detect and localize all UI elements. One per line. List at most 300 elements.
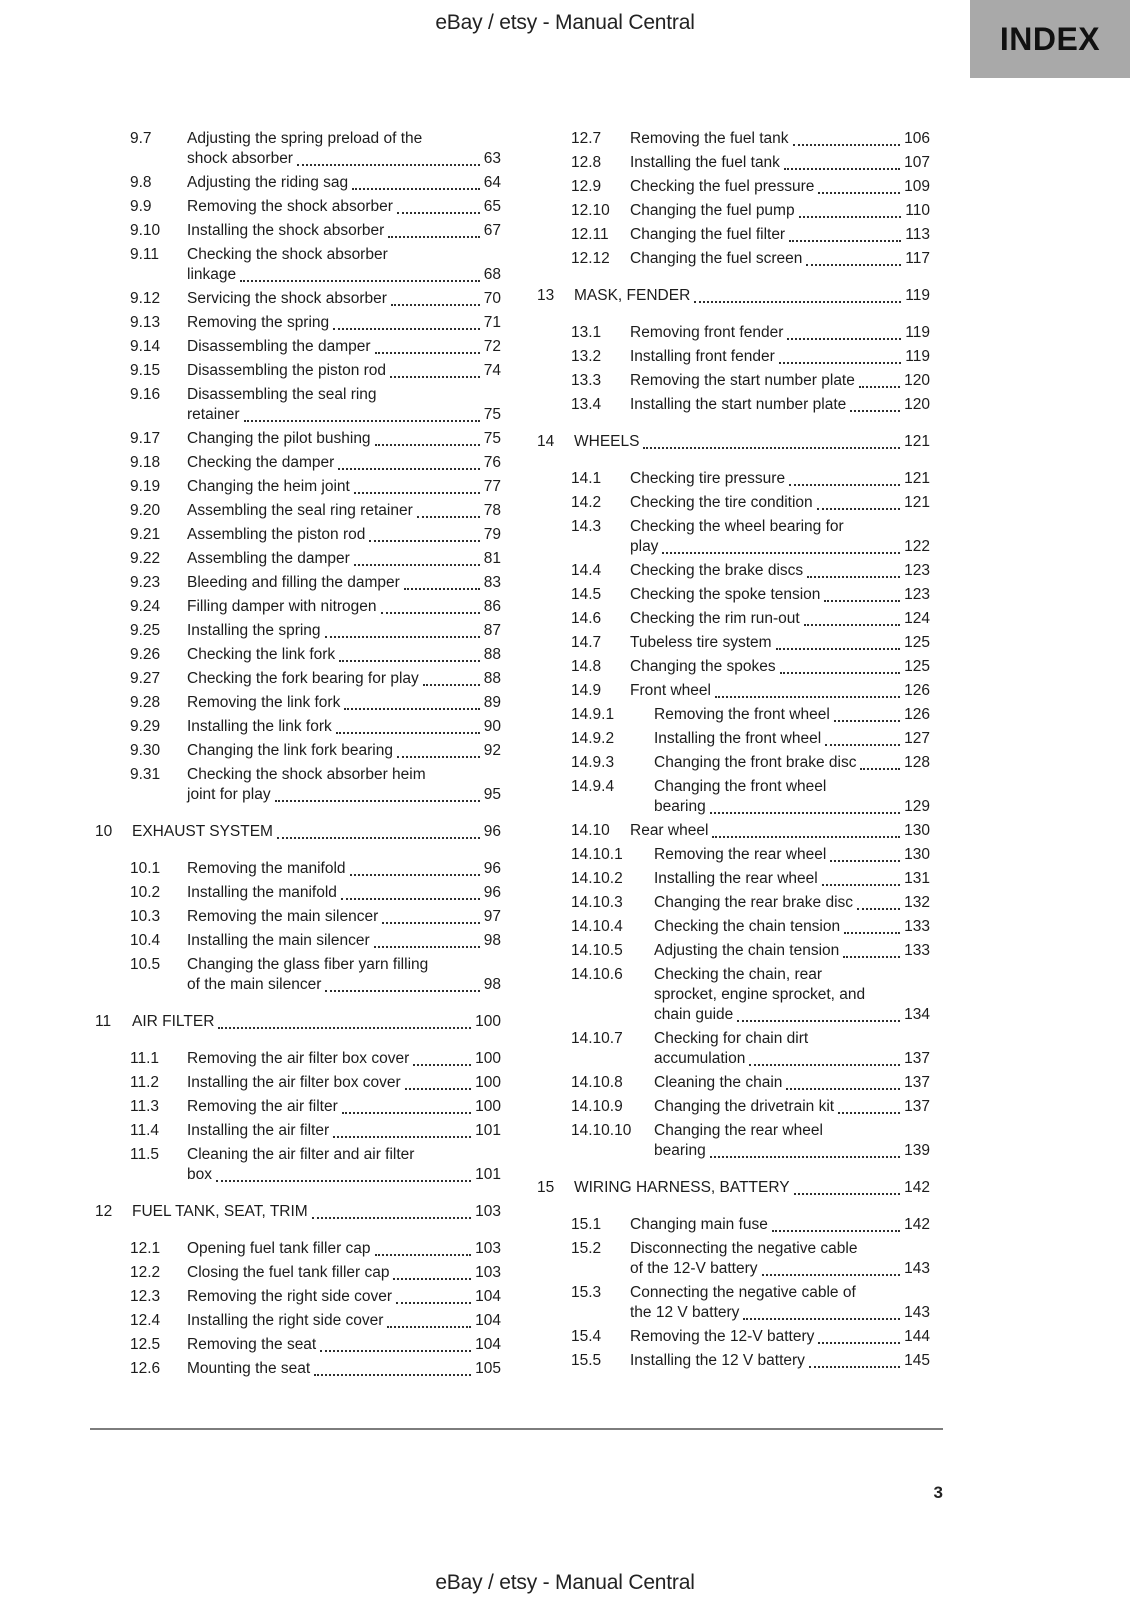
toc-entry-body xyxy=(630,821,930,841)
toc-entry-body xyxy=(132,822,501,842)
toc-entry-last-line xyxy=(630,371,930,391)
toc-entry-page-number: 126 xyxy=(904,706,930,723)
toc-entry-body xyxy=(187,477,501,497)
toc-entry xyxy=(95,337,501,357)
toc-entry-page-number: 77 xyxy=(483,478,501,495)
toc-entry-page-number: 127 xyxy=(904,730,930,747)
toc-entry xyxy=(95,693,501,713)
toc-entry-number: 14.7 xyxy=(571,634,602,651)
toc-entry-body xyxy=(654,1121,930,1161)
toc-entry-last-line xyxy=(187,1097,501,1117)
dot-leader xyxy=(333,328,480,330)
toc-entry-number: 14.10.3 xyxy=(571,894,623,911)
toc-entry xyxy=(537,1097,930,1117)
dot-leader xyxy=(240,280,480,282)
toc-entry-number: 9.23 xyxy=(130,574,161,591)
toc-entry-number: 12.4 xyxy=(130,1312,161,1329)
toc-entry xyxy=(537,249,930,269)
toc-entry-title-line: Removing the shock absorber xyxy=(187,198,393,215)
toc-entry-page-number: 74 xyxy=(483,362,501,379)
toc-entry-page-number: 122 xyxy=(904,538,930,555)
toc-entry-last-line xyxy=(187,1239,501,1259)
toc-entry-last-line xyxy=(574,286,930,306)
toc-entry-body xyxy=(187,907,501,927)
toc-entry-number: 12.9 xyxy=(571,178,602,195)
dot-leader xyxy=(333,1136,471,1138)
toc-entry-last-line xyxy=(187,1335,501,1355)
toc-entry-body xyxy=(630,249,930,269)
toc-entry-body xyxy=(187,1263,501,1283)
toc-entry-number: 11.1 xyxy=(130,1050,160,1067)
toc-entry-number: 12.11 xyxy=(571,226,609,243)
toc-entry-last-line xyxy=(187,1165,501,1185)
toc-entry-body xyxy=(187,717,501,737)
toc-entry-body xyxy=(630,657,930,677)
toc-entry-body xyxy=(187,313,501,333)
toc-entry-last-line xyxy=(187,883,501,903)
toc-entry-last-line xyxy=(654,845,930,865)
dot-leader xyxy=(817,508,900,510)
toc-entry-body xyxy=(630,1215,930,1235)
toc-entry-last-line xyxy=(187,859,501,879)
toc-entry-title-line: Checking the damper xyxy=(187,454,335,471)
dot-leader xyxy=(381,612,480,614)
toc-entry-title-line: Opening fuel tank filler cap xyxy=(187,1240,371,1257)
toc-entry-body xyxy=(630,153,930,173)
toc-entry-body xyxy=(132,1012,501,1032)
toc-entry-number: 14 xyxy=(537,433,555,450)
toc-entry-last-line xyxy=(574,432,930,452)
toc-entry-number: 12.10 xyxy=(571,202,610,219)
dot-leader xyxy=(779,362,902,364)
toc-entry-last-line xyxy=(187,1073,501,1093)
toc-entry-number: 9.25 xyxy=(130,622,161,639)
toc-entry-title-line: box xyxy=(187,1166,212,1183)
toc-entry-body xyxy=(187,1145,501,1185)
dot-leader xyxy=(336,732,480,734)
toc-entry-page-number: 100 xyxy=(475,1013,501,1030)
toc-entry-number: 13.3 xyxy=(571,372,602,389)
toc-entry-title-line: retainer xyxy=(187,406,240,423)
toc-entry xyxy=(95,525,501,545)
toc-section-entry xyxy=(95,1012,501,1032)
toc-entry-page-number: 120 xyxy=(904,396,930,413)
toc-entry-number: 11.3 xyxy=(130,1098,160,1115)
toc-entry-body xyxy=(630,177,930,197)
dot-leader xyxy=(369,540,479,542)
toc-entry-body xyxy=(654,893,930,913)
toc-entry-number: 15.5 xyxy=(571,1352,602,1369)
toc-entry-page-number: 145 xyxy=(904,1352,930,1369)
toc-entry xyxy=(537,1121,930,1161)
dot-leader xyxy=(762,1274,901,1276)
toc-entry-title-line: Changing the fuel screen xyxy=(630,250,803,267)
toc-entry-last-line xyxy=(187,405,501,425)
toc-entry-page-number: 126 xyxy=(904,682,930,699)
toc-entry-last-line xyxy=(630,821,930,841)
toc-entry-body xyxy=(132,1202,501,1222)
toc-entry-last-line xyxy=(630,1351,930,1371)
toc-entry-last-line xyxy=(187,1359,501,1379)
toc-entry-last-line xyxy=(630,657,930,677)
toc-entry-body xyxy=(187,1097,501,1117)
toc-entry-title-line: Servicing the shock absorber xyxy=(187,290,387,307)
toc-entry-body xyxy=(574,432,930,452)
toc-entry-title-line: Installing the fuel tank xyxy=(630,154,780,171)
toc-entry xyxy=(95,669,501,689)
toc-entry-number: 10.3 xyxy=(130,908,161,925)
toc-entry-title-line: of the 12-V battery xyxy=(630,1260,758,1277)
toc-entry-number: 15.1 xyxy=(571,1216,602,1233)
toc-entry xyxy=(95,361,501,381)
toc-entry-page-number: 104 xyxy=(475,1288,501,1305)
toc-entry-page-number: 101 xyxy=(475,1122,501,1139)
toc-entry xyxy=(95,313,501,333)
toc-entry-body xyxy=(654,753,930,773)
toc-entry-number: 9.31 xyxy=(130,766,161,783)
toc-entry-title-line: Removing the air filter xyxy=(187,1098,338,1115)
toc-entry-number: 14.9.4 xyxy=(571,778,615,795)
toc-entry-last-line xyxy=(187,221,501,241)
toc-entry-title-line: Assembling the seal ring retainer xyxy=(187,502,413,519)
toc-entry-last-line xyxy=(187,1311,501,1331)
toc-entry-number: 9.9 xyxy=(130,198,152,215)
dot-leader xyxy=(352,188,480,190)
toc-entry-title-line: Closing the fuel tank filler cap xyxy=(187,1264,390,1281)
toc-entry xyxy=(537,129,930,149)
toc-entry-body xyxy=(630,201,930,221)
toc-entry xyxy=(95,859,501,879)
toc-entry-last-line xyxy=(630,493,930,513)
toc-entry-body xyxy=(187,859,501,879)
dot-leader xyxy=(325,636,480,638)
dot-leader xyxy=(297,164,480,166)
toc-entry-body xyxy=(654,1073,930,1093)
toc-entry-title-line: linkage xyxy=(187,266,237,283)
toc-entry-last-line xyxy=(654,869,930,889)
dot-leader xyxy=(339,660,480,662)
toc-entry-last-line xyxy=(187,313,501,333)
toc-entry-last-line xyxy=(654,1005,930,1025)
dot-leader xyxy=(822,884,900,886)
toc-entry xyxy=(537,821,930,841)
toc-entry-title-line: Cleaning the chain xyxy=(654,1074,783,1091)
dot-leader xyxy=(375,352,480,354)
toc-entry-title-line: Checking the shock absorber heim xyxy=(187,766,426,783)
toc-entry-number: 14.8 xyxy=(571,658,602,675)
toc-entry xyxy=(95,1097,501,1117)
toc-entry-body xyxy=(630,225,930,245)
toc-entry-number: 14.10.8 xyxy=(571,1074,623,1091)
toc-entry-last-line xyxy=(187,501,501,521)
dot-leader xyxy=(850,410,900,412)
toc-entry-last-line xyxy=(187,693,501,713)
toc-entry-title-line: of the main silencer xyxy=(187,976,322,993)
toc-entry-page-number: 120 xyxy=(904,372,930,389)
toc-entry-page-number: 137 xyxy=(904,1098,930,1115)
toc-entry-page-number: 103 xyxy=(475,1203,501,1220)
toc-entry-page-number: 76 xyxy=(483,454,501,471)
index-tab-label: INDEX xyxy=(999,20,1101,57)
toc-entry-last-line xyxy=(654,1073,930,1093)
toc-entry-body xyxy=(654,729,930,749)
toc-entry-body xyxy=(630,609,930,629)
dot-leader xyxy=(825,744,900,746)
toc-entry-page-number: 90 xyxy=(483,718,501,735)
toc-entry-body xyxy=(187,337,501,357)
toc-entry-body xyxy=(187,221,501,241)
toc-entry-last-line xyxy=(187,907,501,927)
toc-entry-body xyxy=(654,1097,930,1117)
toc-entry xyxy=(537,177,930,197)
toc-entry-page-number: 86 xyxy=(483,598,501,615)
toc-entry-body xyxy=(187,669,501,689)
toc-entry-last-line xyxy=(630,225,930,245)
toc-entry xyxy=(95,385,501,425)
toc-entry-title-line: sprocket, engine sprocket, and xyxy=(654,986,866,1003)
dot-leader xyxy=(804,624,900,626)
toc-entry-number: 14.9 xyxy=(571,682,602,699)
toc-entry-body xyxy=(187,429,501,449)
toc-entry-number: 9.18 xyxy=(130,454,161,471)
toc-entry-body xyxy=(187,197,501,217)
toc-entry-number: 15 xyxy=(537,1179,555,1196)
toc-entry xyxy=(95,931,501,951)
toc-entry-body xyxy=(630,323,930,343)
toc-entry xyxy=(95,621,501,641)
toc-entry-title-line: WIRING HARNESS, BATTERY xyxy=(574,1179,790,1196)
toc-entry-page-number: 119 xyxy=(905,324,930,341)
toc-entry-page-number: 124 xyxy=(904,610,930,627)
toc-entry-page-number: 134 xyxy=(904,1006,930,1023)
toc-entry xyxy=(95,741,501,761)
toc-entry-number: 14.10.4 xyxy=(571,918,623,935)
toc-entry-page-number: 142 xyxy=(904,1179,930,1196)
dot-leader xyxy=(859,386,900,388)
toc-entry-page-number: 128 xyxy=(904,754,930,771)
toc-entry-page-number: 133 xyxy=(904,942,930,959)
dot-leader xyxy=(824,600,900,602)
dot-leader xyxy=(789,484,900,486)
footer-rule xyxy=(90,1428,943,1430)
toc-entry-last-line xyxy=(654,1141,930,1161)
dot-leader xyxy=(341,898,480,900)
toc-entry-number: 14.10.1 xyxy=(571,846,623,863)
toc-entry-body xyxy=(654,869,930,889)
toc-entry-page-number: 96 xyxy=(483,823,501,840)
toc-entry-page-number: 144 xyxy=(904,1328,930,1345)
dot-leader xyxy=(344,708,479,710)
toc-entry-title-line: Removing the start number plate xyxy=(630,372,855,389)
toc-entry-last-line xyxy=(630,561,930,581)
toc-entry-last-line xyxy=(630,585,930,605)
toc-entry-last-line xyxy=(187,1263,501,1283)
dot-leader xyxy=(793,144,901,146)
toc-entry-number: 11 xyxy=(95,1013,112,1030)
toc-entry-body xyxy=(187,1049,501,1069)
toc-entry-title-line: Changing the drivetrain kit xyxy=(654,1098,835,1115)
dot-leader xyxy=(843,956,900,958)
toc-entry-number: 14.3 xyxy=(571,518,602,535)
toc-entry-number: 10 xyxy=(95,823,113,840)
toc-entry-title-line: Bleeding and filling the damper xyxy=(187,574,400,591)
toc-entry-last-line xyxy=(630,633,930,653)
toc-entry-page-number: 68 xyxy=(483,266,501,283)
toc-entry-number: 9.17 xyxy=(130,430,161,447)
toc-entry xyxy=(95,453,501,473)
toc-entry-body xyxy=(630,1327,930,1347)
toc-entry-number: 14.6 xyxy=(571,610,602,627)
dot-leader xyxy=(218,1027,471,1029)
toc-entry xyxy=(95,173,501,193)
toc-entry-number: 9.27 xyxy=(130,670,161,687)
toc-entry-page-number: 75 xyxy=(483,406,501,423)
toc-entry-page-number: 65 xyxy=(483,198,501,215)
dot-leader xyxy=(382,922,479,924)
toc-entry-title-line: Changing the glass fiber yarn filling xyxy=(187,956,429,973)
toc-entry-title-line: Removing the link fork xyxy=(187,694,341,711)
dot-leader xyxy=(312,1217,471,1219)
toc-section-entry xyxy=(537,1178,930,1198)
toc-entry-body xyxy=(187,1335,501,1355)
toc-entry-body xyxy=(630,1239,930,1279)
toc-entry-title-line: shock absorber xyxy=(187,150,293,167)
toc-entry-title-line: Adjusting the riding sag xyxy=(187,174,349,191)
toc-entry xyxy=(95,597,501,617)
toc-entry-number: 13.1 xyxy=(571,324,602,341)
toc-entry-number: 9.7 xyxy=(130,130,152,147)
toc-entry-title-line: Rear wheel xyxy=(630,822,709,839)
toc-entry-last-line xyxy=(654,705,930,725)
toc-entry-page-number: 113 xyxy=(905,226,930,243)
toc-entry-title-line: Changing the rear wheel xyxy=(654,1122,823,1139)
toc-entry-last-line xyxy=(630,1259,930,1279)
toc-entry-body xyxy=(574,286,930,306)
toc-entry xyxy=(537,201,930,221)
toc-entry-page-number: 63 xyxy=(483,150,501,167)
toc-entry-title-line: Installing the manifold xyxy=(187,884,337,901)
toc-entry-body xyxy=(654,845,930,865)
dot-leader xyxy=(662,552,900,554)
toc-entry xyxy=(95,289,501,309)
toc-entry-body xyxy=(187,361,501,381)
toc-entry-last-line xyxy=(187,361,501,381)
toc-entry-title-line: Installing the front wheel xyxy=(654,730,822,747)
toc-entry xyxy=(537,845,930,865)
toc-entry-last-line xyxy=(630,323,930,343)
toc-entry-body xyxy=(630,1283,930,1323)
toc-entry-number: 12.6 xyxy=(130,1360,161,1377)
toc-entry xyxy=(537,561,930,581)
toc-entry-number: 9.10 xyxy=(130,222,161,239)
toc-entry-number: 9.29 xyxy=(130,718,161,735)
toc-entry-body xyxy=(187,883,501,903)
toc-entry xyxy=(95,1121,501,1141)
toc-entry xyxy=(95,717,501,737)
toc-entry-last-line xyxy=(654,941,930,961)
toc-entry-body xyxy=(187,765,501,805)
dot-leader xyxy=(350,874,480,876)
toc-entry-body xyxy=(654,917,930,937)
toc-entry-body xyxy=(187,955,501,995)
toc-entry-number: 12.1 xyxy=(130,1240,161,1257)
toc-entry-page-number: 100 xyxy=(475,1050,501,1067)
toc-entry-last-line xyxy=(630,177,930,197)
toc-entry-number: 9.16 xyxy=(130,386,161,403)
toc-entry-title-line: Installing the shock absorber xyxy=(187,222,385,239)
header-title: eBay / etsy - Manual Central xyxy=(435,11,695,34)
toc-entry xyxy=(95,245,501,285)
toc-entry xyxy=(537,609,930,629)
toc-entry-title-line: Front wheel xyxy=(630,682,711,699)
toc-entry-number: 14.2 xyxy=(571,494,602,511)
toc-entry-body xyxy=(630,493,930,513)
toc-entry-body xyxy=(187,525,501,545)
toc-entry-last-line xyxy=(654,1097,930,1117)
dot-leader xyxy=(325,990,479,992)
toc-entry-title-line: AIR FILTER xyxy=(132,1013,215,1030)
toc-entry-title-line: Filling damper with nitrogen xyxy=(187,598,377,615)
toc-entry-number: 15.4 xyxy=(571,1328,602,1345)
toc-entry xyxy=(95,501,501,521)
toc-entry-last-line xyxy=(187,785,501,805)
toc-entry-title-line: the 12 V battery xyxy=(630,1304,740,1321)
toc-entry-last-line xyxy=(630,153,930,173)
toc-entry-body xyxy=(187,1359,501,1379)
toc-entry-title-line: MASK, FENDER xyxy=(574,287,691,304)
toc-entry-title-line: Installing the spring xyxy=(187,622,321,639)
toc-entry-page-number: 105 xyxy=(475,1360,501,1377)
toc-entry-last-line xyxy=(654,917,930,937)
toc-entry-last-line xyxy=(132,1012,501,1032)
toc-entry-number: 14.9.1 xyxy=(571,706,615,723)
toc-entry-number: 14.10.9 xyxy=(571,1098,623,1115)
toc-entry-body xyxy=(654,777,930,817)
toc-entry-page-number: 98 xyxy=(483,976,501,993)
dot-leader xyxy=(417,516,480,518)
page-number: 3 xyxy=(933,1483,943,1502)
toc-entry-page-number: 132 xyxy=(904,894,930,911)
toc-entry-body xyxy=(187,245,501,285)
toc-entry-last-line xyxy=(630,395,930,415)
toc-entry-page-number: 130 xyxy=(904,822,930,839)
toc-entry-last-line xyxy=(187,717,501,737)
dot-leader xyxy=(277,837,480,839)
toc-entry-last-line xyxy=(187,197,501,217)
toc-entry-number: 14.10.2 xyxy=(571,870,623,887)
toc-left-column xyxy=(95,129,501,1383)
dot-leader xyxy=(749,1064,900,1066)
dot-leader xyxy=(776,648,901,650)
toc-entry-title-line: Checking the fork bearing for play xyxy=(187,670,419,687)
toc-entry-body xyxy=(630,585,930,605)
toc-entry-title-line: Checking the spoke tension xyxy=(630,586,821,603)
toc-entry-page-number: 88 xyxy=(483,646,501,663)
toc-entry-title-line: Installing the air filter xyxy=(187,1122,330,1139)
toc-entry-body xyxy=(654,705,930,725)
toc-entry-page-number: 100 xyxy=(475,1074,501,1091)
toc-entry-number: 14.10.10 xyxy=(571,1122,632,1139)
toc-entry-number: 14.4 xyxy=(571,562,602,579)
toc-entry-last-line xyxy=(630,469,930,489)
toc-entry-title-line: Changing the fuel pump xyxy=(630,202,795,219)
toc-entry-last-line xyxy=(187,1287,501,1307)
toc-entry xyxy=(95,1287,501,1307)
dot-leader xyxy=(413,1064,471,1066)
toc-entry-number: 13 xyxy=(537,287,555,304)
toc-entry-title-line: Changing the spokes xyxy=(630,658,776,675)
toc-entry xyxy=(537,395,930,415)
